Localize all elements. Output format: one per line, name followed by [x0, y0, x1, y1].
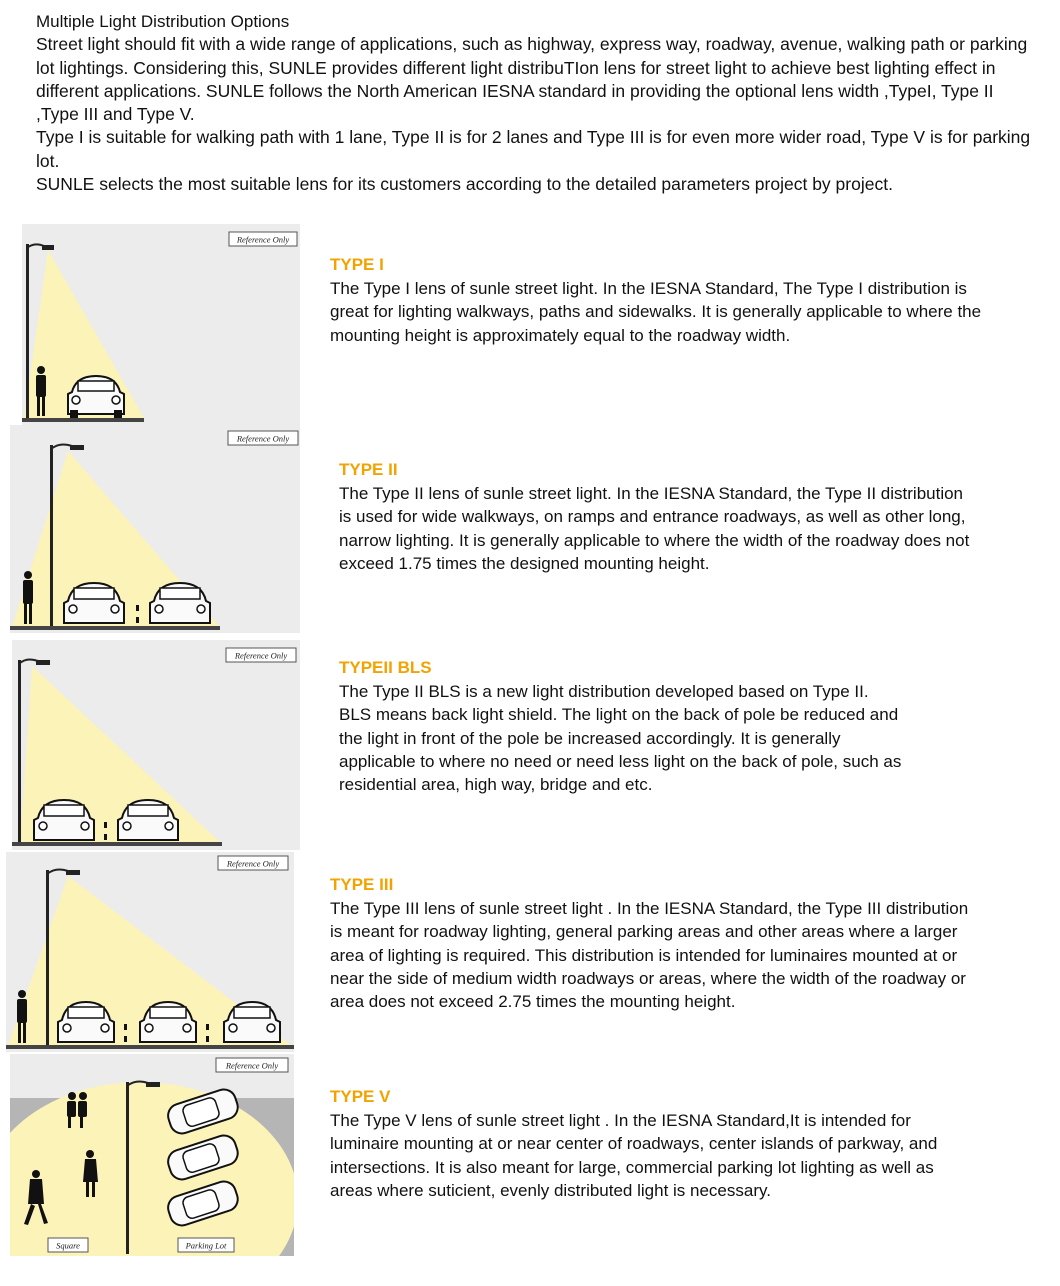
- type-2-section: [339, 458, 979, 575]
- type-1-title: TYPE I: [330, 255, 384, 274]
- reference-only-label: Reference Only: [236, 433, 290, 444]
- reference-only-label: Reference Only: [234, 650, 288, 661]
- type-2-bls-title: TYPEII BLS: [339, 658, 432, 677]
- type-5-body: The Type V lens of sunle street light . In the IESNA Standard,It is intended for luminaire mounting at or near center of roadways, center islands of parkway, and intersections. It is also meant for large, commercial parking lot lighting as well as areas where suticient, evenly distributed light is necessary.: [330, 1111, 938, 1200]
- type-2-bls-section: [339, 656, 909, 796]
- type-3-section: [330, 873, 970, 1013]
- type-5-title: TYPE V: [330, 1087, 391, 1106]
- reference-only-label: Reference Only: [225, 1060, 279, 1071]
- type-5-illustration: [10, 1054, 294, 1256]
- type-3-illustration: [6, 852, 294, 1052]
- type-2-illustration: [10, 425, 300, 633]
- type-2-title: TYPE II: [339, 460, 398, 479]
- type-2-bls-body-2: BLS means back light shield. The light on the back of pole be reduced and the light in front of the pole be increased accordingly. It is generally applicable to where no need or need less light on the back of pole, such as residential area, high way, bridge and etc.: [339, 705, 902, 795]
- type-2-bls-illustration: [12, 640, 300, 850]
- type-5-section: [330, 1085, 970, 1202]
- type-1-body: The Type I lens of sunle street light. In the IESNA Standard, The Type I distribution is great for lighting walkways, paths and sidewalks. It is generally applicable to where the mounting height is approximately equal to the roadway width.: [330, 279, 982, 345]
- type-3-title: TYPE III: [330, 875, 394, 894]
- type-2-bls-body-1: The Type II BLS is a new light distribution developed based on Type II.: [339, 682, 869, 702]
- reference-only-label: Reference Only: [226, 858, 280, 869]
- type-1-illustration: [22, 224, 300, 426]
- parking-lot-label: Parking Lot: [185, 1240, 227, 1251]
- page-title: Multiple Light Distribution Options: [36, 12, 290, 31]
- car-front-view: [68, 376, 124, 418]
- type-2-body: The Type II lens of sunle street light. In the IESNA Standard, the Type II distribution is used for wide walkways, on ramps and entrance roadways, as well as other long, narrow lighting. It is generally applicable to where the width of the roadway does not exceed 1.75 times the designed mounting height.: [339, 484, 970, 573]
- square-label: Square: [56, 1240, 80, 1251]
- type-1-section: [330, 253, 990, 347]
- intro-block: [36, 10, 1036, 196]
- type-3-body: The Type III lens of sunle street light . In the IESNA Standard, the Type III distribution is meant for roadway lighting, general parking areas and other areas where a larger area of lighting is required. This distribution is intended for luminaires mounted at or near the side of medium width roadways or areas, where the width of the roadway or area does not exceed 2.75 times the mounting height.: [330, 899, 969, 1012]
- intro-paragraph-2: Type I is suitable for walking path with 1 lane, Type II is for 2 lanes and Type III is for even more wider road, Type V is for parking lot.: [36, 127, 1031, 171]
- reference-only-label: Reference Only: [236, 234, 290, 245]
- intro-paragraph-3: SUNLE selects the most suitable lens for its customers according to the detailed parameters project by project.: [36, 174, 893, 195]
- intro-paragraph-1: Street light should fit with a wide range of applications, such as highway, express way, roadway, avenue, walking path or parking lot lightings. Considering this, SUNLE provides different light distribuTIon lens for street light to achieve best lighting effect in different applications. SUNLE follows the North American IESNA standard in providing the optional lens width ,TypeI, Type II ,Type III and Type V.: [36, 34, 1028, 125]
